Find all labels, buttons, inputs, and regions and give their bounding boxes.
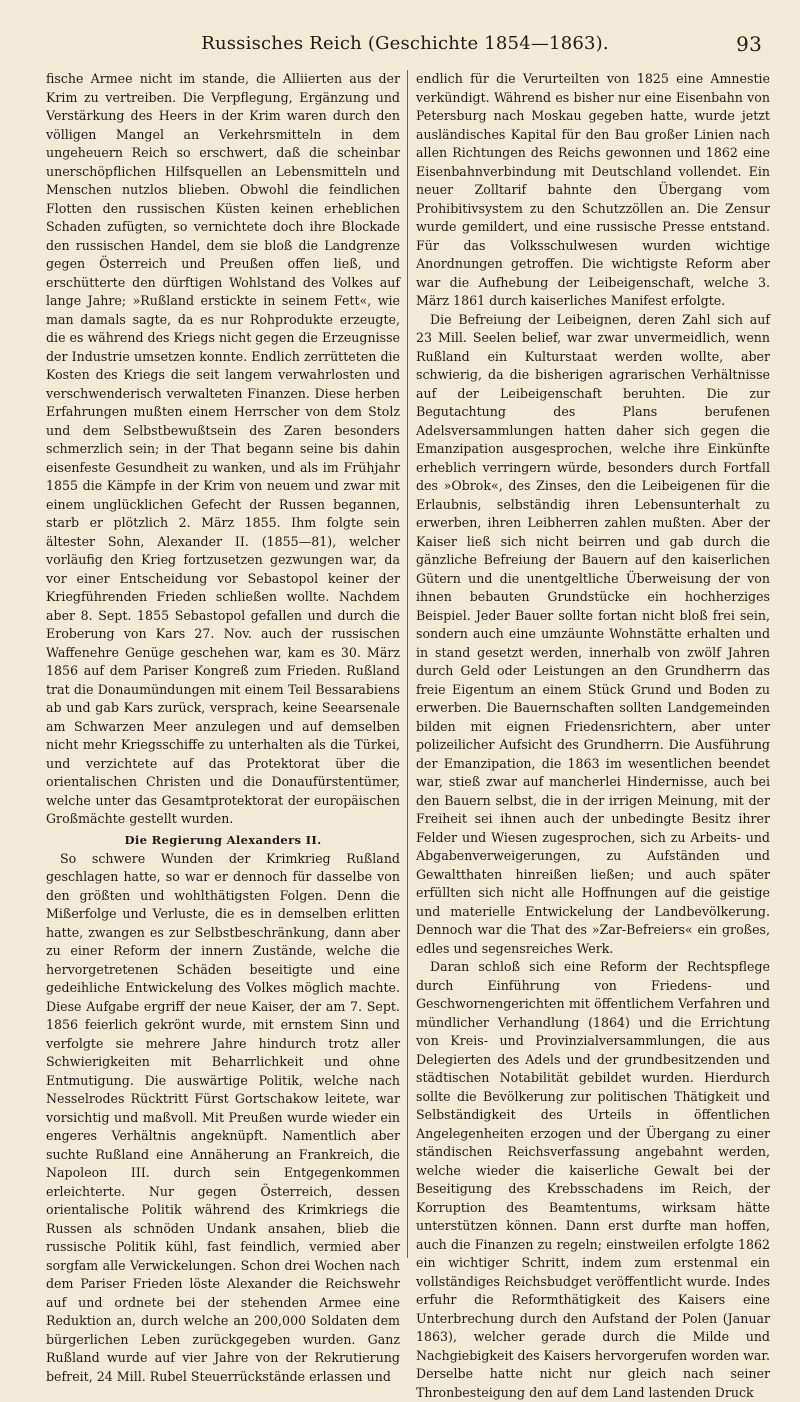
running-head-title: Russisches Reich (Geschichte 1854—1863). bbox=[201, 33, 609, 54]
left-paragraph-2: So schwere Wunden der Krimkrieg Rußland geschlagen hatte, so war er dennoch für dasselbe von den größten und wohlthätigsten Folgen. Denn die Mißerfolge und Verluste, die es in demselben erlitten hatte, zwangen es zur Selbstbeschränkung, dann aber zu einer Reform der innern Zustände, welche die hervorgetretenen Schäden beseitigte und eine gedeihliche Entwickelung des Volkes möglich machte. Diese Aufgabe ergriff der neue Kaiser, der am 7. Sept. 1856 feierlich gekrönt wurde, mit ernstem Sinn und verfolgte sie mehrere Jahre hindurch trotz aller Schwierigkeiten mit Beharrlichkeit und ohne Entmutigung. Die auswärtige Politik, welche nach Nesselrodes Rücktritt Fürst Gortschakow leitete, war vorsichtig und maßvoll. Mit Preußen wurde wieder ein engeres Verhältnis angeknüpft. Namentlich aber suchte Rußland eine Annäherung an Frankreich, die Napoleon III. durch sein Entgegenkommen erleichterte. Nur gegen Österreich, dessen orientalische Politik während des Krimkriegs die Russen als schnöden Undank ansahen, blieb die russische Politik kühl, fast feindlich, vermied aber sorgfam alle Verwickelungen. Schon drei Wochen nach dem Pariser Frieden löste Alexander die Reichswehr auf und ordnete bei der stehenden Armee eine Reduktion an, durch welche an 200,000 Soldaten dem bürgerlichen Leben zurückgegeben wurden. Ganz Rußland wurde auf vier Jahre von der Rekrutierung befreit, 24 Mill. Rubel Steuerrückstände erlassen und bbox=[46, 850, 400, 1384]
running-head bbox=[40, 30, 770, 58]
right-paragraph-3: Daran schloß sich eine Reform der Rechtspflege durch Einführung von Friedens- und Geschwornengerichten mit öffentlichem Verfahren und mündlicher Verhandlung (1864) und die Errichtung von Kreis- und Provinzialversammlungen, die aus Delegierten des Adels und der grundbesitzenden und städtischen Notabilität gebildet wurden. Hierdurch sollte die Bevölkerung zur politischen Thätigkeit und Selbständigkeit des Urteils in öffentlichen Angelegenheiten erzogen und der Übergang zu einer ständischen Reichsverfassung angebahnt werden, welche wieder die kaiserliche Gewalt bei der Beseitigung des Krebsschadens im Reich, der Korruption des Beamtentums, wirksam hätte unterstützen können. Dann erst durfte man hoffen, auch die Finanzen zu regeln; einstweilen erfolgte 1862 ein wichtiger Schritt, indem zum erstenmal ein vollständiges Reichsbudget veröffentlicht wurde. Indes erfuhr die Reformthätigkeit des Kaisers eine Unterbrechung durch den Aufstand der Polen (Januar 1863), welcher gerade durch die Milde und Nachgiebigkeit des Kaisers hervorgerufen worden war. Derselbe hatte nicht nur gleich nach seiner Thronbesteigung den auf dem Land lastenden Druck bbox=[416, 959, 771, 1400]
left-column bbox=[46, 70, 400, 1384]
column-divider bbox=[407, 70, 408, 1258]
right-column bbox=[416, 70, 771, 1400]
right-paragraph-2: Die Befreiung der Leibeignen, deren Zahl sich auf 23 Mill. Seelen belief, war zwar unvermeidlich, wenn Rußland ein Kulturstaat werden wollte, aber schwierig, da die bisherigen agrarischen Verhältnisse auf der Leibeigenschaft beruhten. Die zur Begutachtung des Plans berufenen Adelsversammlungen hatten daher sich gegen die Emanzipation ausgesprochen, welche ihre Einkünfte erheblich verringern würde, besonders durch Fortfall des »Obrok«, des Zinses, den die Leibeigenen für die Erlaubnis, selbständig ihren Lebensunterhalt zu erwerben, ihren Leibherren zahlen mußten. Aber der Kaiser ließ sich nicht beirren und gab durch die gänzliche Befreiung der Bauern auf den kaiserlichen Gütern und die unentgeltliche Überweisung der von ihnen bebauten Grundstücke ein hochherziges Beispiel. Jeder Bauer sollte fortan nicht bloß frei sein, sondern auch eine umzäunte Wohnstätte erhalten und in stand gesetzt werden, innerhalb von zwölf Jahren durch Geld oder Leistungen an den Grundherrn das freie Eigentum an einem Stück Grund und Boden zu erwerben. Die Bauernschaften sollten Landgemeinden bilden mit eignen Friedensrichtern, aber unter polizeilicher Aufsicht des Grundherrn. Die Ausführung der Emanzipation, die 1863 im wesentlichen beendet war, stieß zwar auf mancherlei Hindernisse, auch bei den Bauern selbst, die in der irrigen Meinung, mit der Freiheit sei ihnen auch der unbedingte Besitz ihrer Felder und Wiesen zugesprochen, sich zu Arbeits- und Abgabenverweigerungen, zu Aufständen und Gewaltthaten hinreißen ließen; und auch später erfüllten sich nicht alle Hoffnungen auf die geistige und materielle Entwickelung der Landbevölkerung. Dennoch war die That des »Zar-Befreiers« ein großes, edles und segensreiches Werk. bbox=[416, 311, 770, 956]
left-paragraph-1: fische Armee nicht im stande, die Alliierten aus der Krim zu vertreiben. Die Verpflegung, Ergänzung und Verstärkung des Heers in der Krim waren durch den völligen Mangel an Verkehrsmitteln in dem ungeheuern Reich so erschwert, daß die scheinbar unerschöpflichen Hilfsquellen an Lebensmitteln und Menschen nutzlos blieben. Obwohl die feindlichen Flotten den russischen Küsten keinen erheblichen Schaden zufügten, so vernichtete doch ihre Blockade den russischen Handel, dem sie bloß die Landgrenze gegen Österreich und Preußen offen ließ, und erschütterte den dürftigen Wohlstand des Volkes auf lange Jahre; »Rußland erstickte in seinem Fett«, wie man damals sagte, da es nur Rohprodukte erzeugte, die es während des Kriegs nicht gegen die Erzeugnisse der Industrie umsetzen konnte. Endlich zerrütteten die Kosten des Kriegs die seit langem verwahrlosten und verschwenderisch verwalteten Finanzen. Diese herben Erfahrungen mußten einem Herrscher von dem Stolz und dem Selbstbewußtsein des Zaren besonders schmerzlich sein; in der That begann seine bis dahin eisenfeste Gesundheit zu wanken, und als im Frühjahr 1855 die Kämpfe in der Krim von neuem und zwar mit einem unglücklichen Gefecht der Russen begannen, starb er plötzlich 2. März 1855. Ihm folgte sein ältester Sohn, Alexander II. (1855—81), welcher vorläufig den Krieg fortzusetzen gezwungen war, da vor einer Entscheidung vor Sebastopol keiner der Kriegführenden Frieden schließen wollte. Nachdem aber 8. Sept. 1855 Sebastopol gefallen und durch die Eroberung von Kars 27. Nov. auch der russischen Waffenehre Genüge geschehen war, kam es 30. März 1856 auf dem Pariser Kongreß zum Frieden. Rußland trat die Donaumündungen mit einem Teil Bessarabiens ab und gab Kars zurück, versprach, keine Seearsenale am Schwarzen Meer anzulegen und auf demselben nicht mehr Kriegsschiffe zu unterhalten als die Türkei, und verzichtete auf das Protektorat über die orientalischen Christen und die Donaufürstentümer, welche unter das Gesamtprotektorat der europäischen Großmächte gestellt wurden. bbox=[46, 71, 400, 826]
section-heading: Die Regierung Alexanders II. bbox=[124, 832, 322, 847]
page-number: 93 bbox=[736, 32, 762, 56]
right-paragraph-1: endlich für die Verurteilten von 1825 eine Amnestie verkündigt. Während es bisher nur eine Eisenbahn von Petersburg nach Moskau gegeben hatte, wurde jetzt ausländisches Kapital für den Bau großer Linien nach allen Richtungen des Reichs gewonnen und 1862 eine Eisenbahnverbindung mit Deutschland vollendet. Ein neuer Zolltarif bahnte den Übergang vom Prohibitivsystem zu den Schutzzöllen an. Die Zensur wurde gemildert, und eine russische Presse entstand. Für das Volksschulwesen wurden wichtige Anordnungen getroffen. Die wichtigste Reform aber war die Aufhebung der Leibeigenschaft, welche 3. März 1861 durch kaiserliches Manifest erfolgte. bbox=[416, 71, 770, 308]
text-columns bbox=[46, 70, 776, 1400]
